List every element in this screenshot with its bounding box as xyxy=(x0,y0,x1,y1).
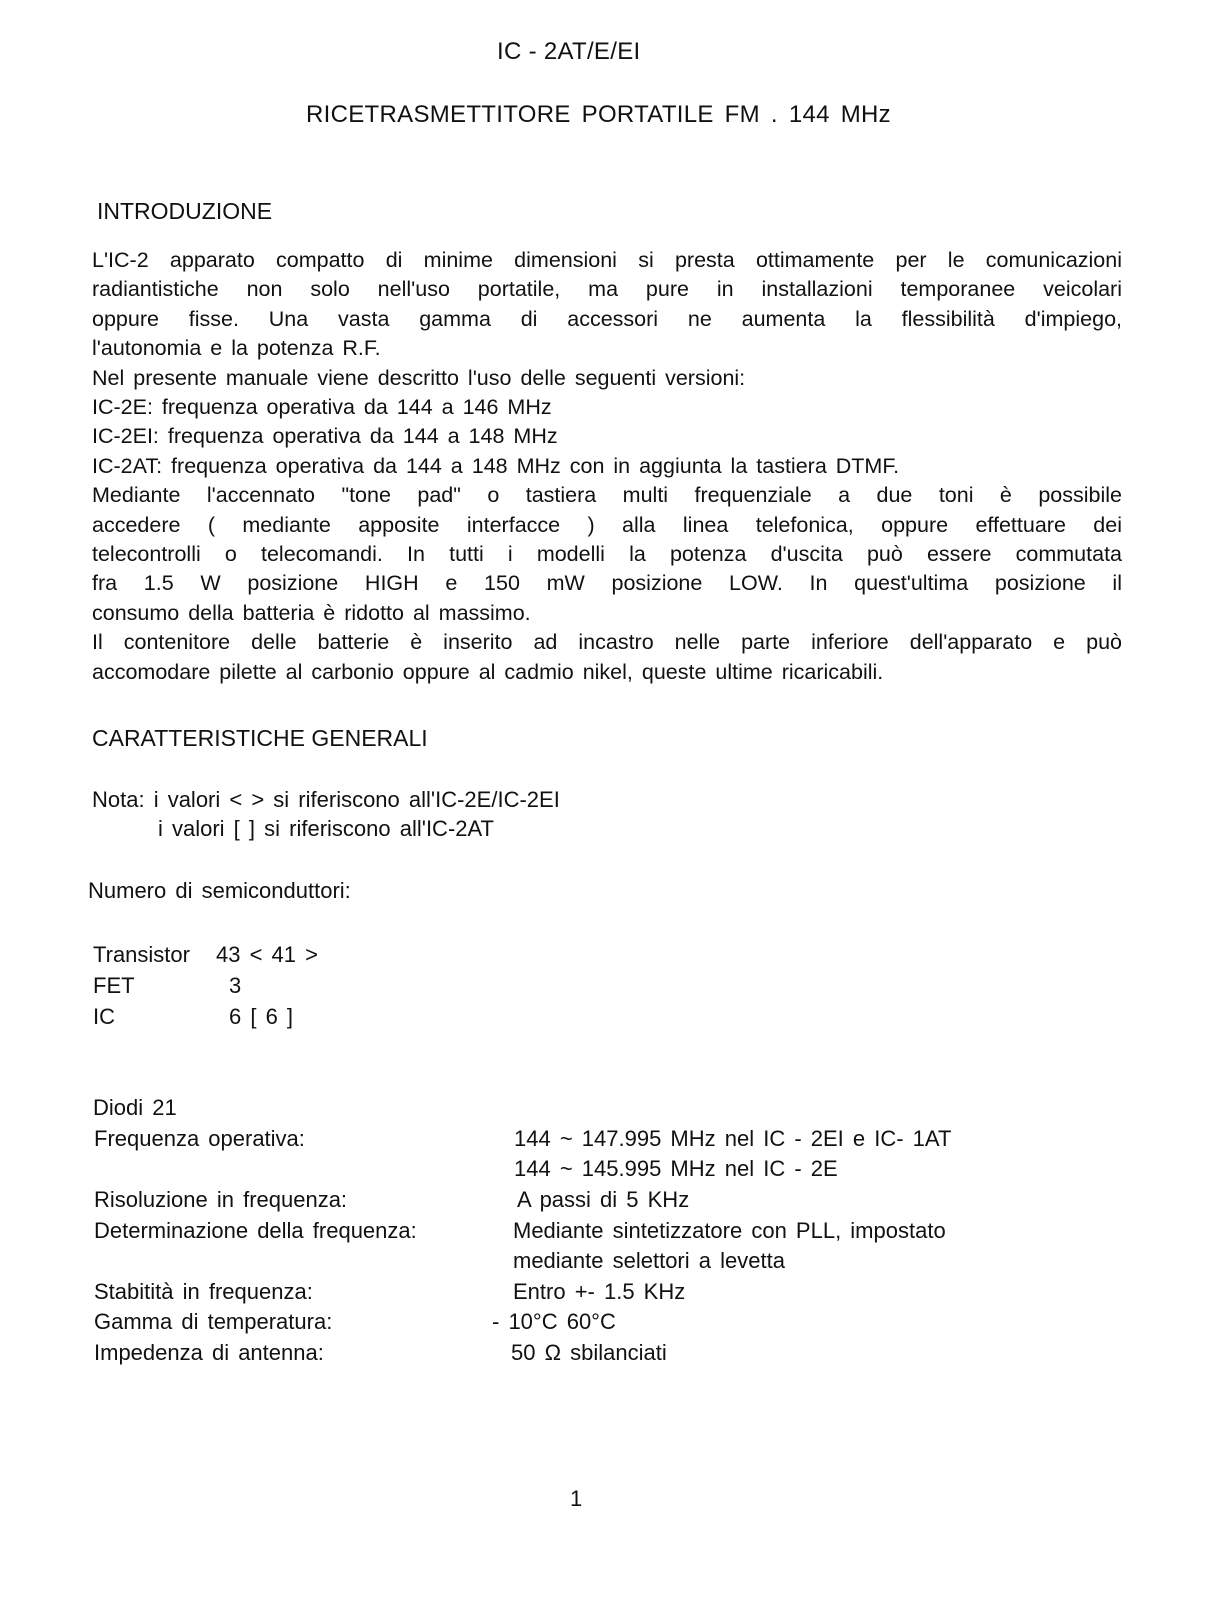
component-name: FET xyxy=(93,973,135,998)
component-value: 6 [ 6 ] xyxy=(229,1004,294,1029)
intro-line: Mediante l'accennato "tone pad" o tastiera multi frequenziale a due toni è possibile xyxy=(92,483,1122,508)
spec-value-frequency: 144 ~ 147.995 MHz nel IC - 2EI e IC- 1AT xyxy=(514,1126,952,1151)
note-line-2: i valori [ ] si riferiscono all'IC-2AT xyxy=(158,816,494,841)
intro-heading: INTRODUZIONE xyxy=(97,198,273,224)
intro-line: radiantistiche non solo nell'uso portatile, ma pure in installazioni temporanee veicolari xyxy=(92,277,1122,302)
spec-value-impedance: 50 Ω sbilanciati xyxy=(511,1340,667,1365)
intro-line: IC-2AT: frequenza operativa da 144 a 148 MHz con in aggiunta la tastiera DTMF. xyxy=(92,453,900,478)
spec-value-determination-2: mediante selettori a levetta xyxy=(513,1248,785,1273)
page-number: 1 xyxy=(570,1486,583,1511)
intro-line: telecontrolli o telecomandi. In tutti i modelli la potenza d'uscita può essere commutata xyxy=(92,542,1122,567)
spec-label-resolution: Risoluzione in frequenza: xyxy=(94,1187,348,1212)
component-name: IC xyxy=(93,1004,115,1029)
general-heading: CARATTERISTICHE GENERALI xyxy=(92,725,428,751)
intro-line: Il contenitore delle batterie è inserito ad incastro nelle parte inferiore dell'apparato e può xyxy=(92,630,1122,655)
spec-value-temperature: - 10°C 60°C xyxy=(492,1309,616,1334)
intro-paragraph xyxy=(92,246,1122,687)
diodes-count: Diodi 21 xyxy=(93,1095,177,1120)
spec-label-frequency: Frequenza operativa: xyxy=(94,1126,305,1151)
spec-label-determination: Determinazione della frequenza: xyxy=(94,1218,417,1243)
spec-label-stability: Stabitità in frequenza: xyxy=(94,1279,313,1304)
spec-value-resolution: A passi di 5 KHz xyxy=(517,1187,690,1212)
spec-value-stability: Entro +- 1.5 KHz xyxy=(513,1279,686,1304)
component-value: 43 < 41 > xyxy=(216,942,318,967)
intro-line: accomodare pilette al carbonio oppure al cadmio nikel, queste ultime ricaricabili. xyxy=(92,659,884,684)
spec-value-frequency-2: 144 ~ 145.995 MHz nel IC - 2E xyxy=(514,1156,838,1181)
intro-line: L'IC-2 apparato compatto di minime dimensioni si presta ottimamente per le comunicazioni xyxy=(92,248,1122,272)
intro-line: consumo della batteria è ridotto al massimo. xyxy=(92,600,531,625)
intro-line: IC-2E: frequenza operativa da 144 a 146 MHz xyxy=(92,395,552,420)
intro-line: oppure fisse. Una vasta gamma di accessori ne aumenta la flessibilità d'impiego, xyxy=(92,306,1122,331)
semiconductors-label: Numero di semiconduttori: xyxy=(88,878,351,903)
intro-line: Nel presente manuale viene descritto l'uso delle seguenti versioni: xyxy=(92,365,746,390)
intro-line: IC-2EI: frequenza operativa da 144 a 148 MHz xyxy=(92,424,558,449)
component-name: Transistor xyxy=(93,942,190,967)
document-subtitle: RICETRASMETTITORE PORTATILE FM . 144 MHz xyxy=(306,101,891,128)
intro-line: accedere ( mediante apposite interfacce ) alla linea telefonica, oppure effettuare dei xyxy=(92,512,1122,537)
spec-label-temperature: Gamma di temperatura: xyxy=(94,1309,333,1334)
spec-value-determination: Mediante sintetizzatore con PLL, impostato xyxy=(513,1218,946,1243)
intro-line: l'autonomia e la potenza R.F. xyxy=(92,336,381,361)
intro-line: fra 1.5 W posizione HIGH e 150 mW posizione LOW. In quest'ultima posizione il xyxy=(92,571,1122,596)
component-value: 3 xyxy=(229,973,242,998)
note-line-1: Nota: i valori < > si riferiscono all'IC-2E/IC-2EI xyxy=(92,787,560,812)
spec-label-impedance: Impedenza di antenna: xyxy=(94,1340,324,1365)
document-title: IC - 2AT/E/EI xyxy=(497,38,641,65)
